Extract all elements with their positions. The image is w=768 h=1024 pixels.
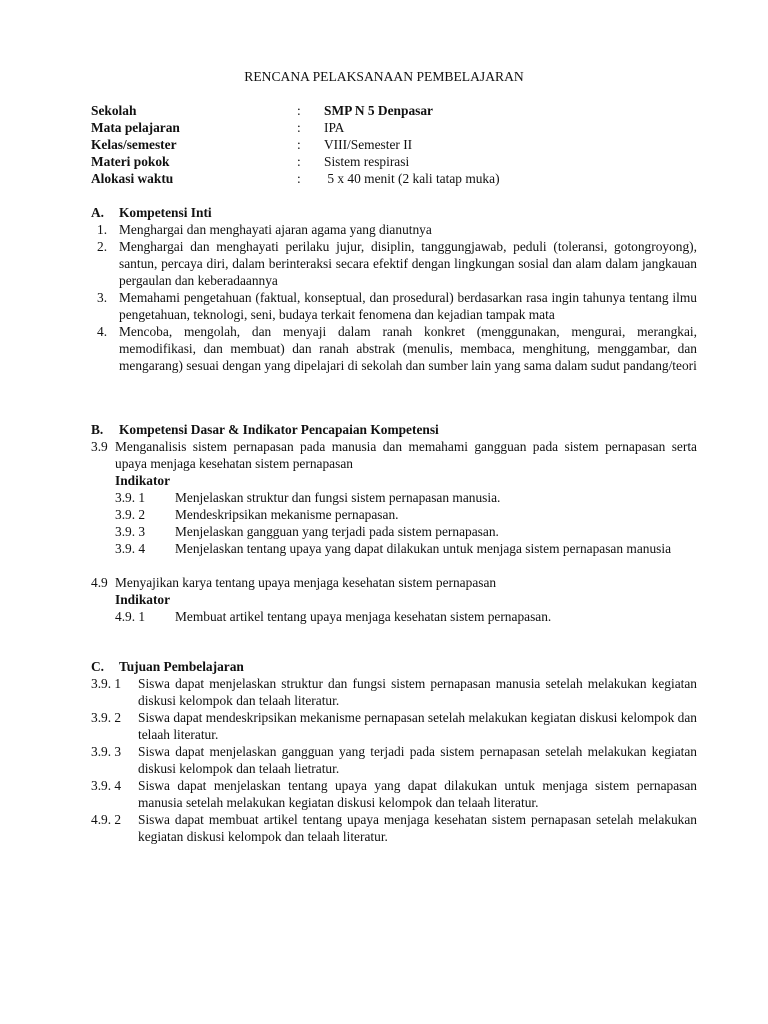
objective-text: Siswa dapat membuat artikel tentang upaya menjaga kesehatan sistem pernapasan setelah melakukan kegiatan diskusi kelompok dan telaah literatur. [138, 812, 697, 844]
info-colon: : [297, 103, 301, 118]
info-value: SMP N 5 Denpasar [324, 103, 433, 118]
indicator-number: 3.9. 3 [115, 524, 146, 539]
section-mark: B. [91, 422, 104, 437]
info-label: Sekolah [91, 103, 137, 118]
objective-text: Siswa dapat menjelaskan struktur dan fungsi sistem pernapasan manusia setelah melakukan kegiatan diskusi kelompok dan telaah literatur. [138, 676, 697, 708]
list-item [91, 289, 697, 323]
objective-number: 3.9. 4 [91, 778, 122, 793]
info-row-mata-pelajaran [91, 119, 691, 136]
info-label: Kelas/semester [91, 137, 177, 152]
section-heading-text: Kompetensi Dasar & Indikator Pencapaian Kompetensi [119, 422, 439, 437]
info-label: Materi pokok [91, 154, 170, 169]
list-number: 2. [97, 239, 108, 254]
indicator-number: 4.9. 1 [115, 609, 146, 624]
indicator-title: Indikator [115, 592, 171, 607]
indicator-number: 3.9. 4 [115, 541, 146, 556]
indicator-item [115, 489, 697, 506]
objective-number: 3.9. 2 [91, 710, 122, 725]
section-heading [91, 658, 697, 675]
objective-text: Siswa dapat menjelaskan gangguan yang terjadi pada sistem pernapasan setelah melakukan kegiatan diskusi kelompok dan telaah lietratur. [138, 744, 697, 776]
spacer [91, 557, 697, 574]
indicator-number: 3.9. 2 [115, 507, 146, 522]
list-text: Menghargai dan menghayati ajaran agama yang dianutnya [119, 222, 432, 237]
info-row-sekolah [91, 102, 691, 119]
kd-text: Menyajikan karya tentang upaya menjaga kesehatan sistem pernapasan [115, 575, 497, 590]
info-colon: : [297, 137, 301, 152]
list-text: Mencoba, mengolah, dan menyaji dalam ranah konkret (menggunakan, mengurai, merangkai, memodifikasi, dan membuat) dan ranah abstrak (menulis, membaca, menghitung, menggambar, dan mengarang) sesuai dengan yang dipelajari di sekolah dan sumber lain yang sama dalam sudut pandang/teori [119, 324, 697, 373]
info-colon: : [297, 154, 301, 169]
section-heading [91, 204, 697, 221]
indicator-item [115, 540, 697, 557]
section-mark: C. [91, 659, 105, 674]
kd-text: Menganalisis sistem pernapasan pada manusia dan memahami gangguan pada sistem pernapasan serta upaya menjaga kesehatan sistem pernapasan [115, 439, 697, 471]
info-value: 5 x 40 menit (2 kali tatap muka) [324, 171, 500, 186]
indicator-item [115, 608, 697, 625]
info-colon: : [297, 171, 301, 186]
kd-item [91, 438, 697, 472]
list-text: Memahami pengetahuan (faktual, konseptual, dan prosedural) berdasarkan rasa ingin tahunya tentang ilmu pengetahuan, teknologi, seni, budaya terkait fenomena dan kejadian tampak mata [119, 290, 697, 322]
info-value: Sistem respirasi [324, 154, 410, 169]
objective-text: Siswa dapat menjelaskan tentang upaya yang dapat dilakukan untuk menjaga sistem pernapasan manusia setelah melakukan kegiatan diskusi kelompok dan telaah literatur. [138, 778, 697, 810]
kd-item [91, 574, 697, 591]
info-row-alokasi-waktu [91, 170, 691, 187]
objective-text: Siswa dapat mendeskripsikan mekanisme pernapasan setelah melakukan kegiatan diskusi kelompok dan telaah literatur. [138, 710, 697, 742]
list-number: 4. [97, 324, 108, 339]
list-number: 3. [97, 290, 108, 305]
objective-item [91, 675, 697, 709]
indicator-text: Menjelaskan gangguan yang terjadi pada sistem pernapasan. [175, 524, 499, 539]
indicator-item [115, 506, 697, 523]
objective-item [91, 777, 697, 811]
list-item [91, 238, 697, 289]
indicator-text: Menjelaskan struktur dan fungsi sistem pernapasan manusia. [175, 490, 501, 505]
info-row-materi-pokok [91, 153, 691, 170]
indicator-number: 3.9. 1 [115, 490, 146, 505]
kd-number: 3.9 [91, 439, 108, 454]
indicator-item [115, 523, 697, 540]
objective-number: 4.9. 2 [91, 812, 122, 827]
section-heading-text: Tujuan Pembelajaran [119, 659, 244, 674]
info-label: Mata pelajaran [91, 120, 180, 135]
section-heading [91, 421, 697, 438]
kd-number: 4.9 [91, 575, 108, 590]
section-kompetensi-inti [91, 204, 697, 374]
document-title: RENCANA PELAKSANAAN PEMBELAJARAN [244, 69, 524, 84]
info-value: IPA [324, 120, 345, 135]
indicator-text: Menjelaskan tentang upaya yang dapat dilakukan untuk menjaga sistem pernapasan manusia [175, 541, 672, 556]
objective-item [91, 743, 697, 777]
info-label: Alokasi waktu [91, 171, 174, 186]
info-value: VIII/Semester II [324, 137, 413, 152]
objective-item [91, 811, 697, 845]
list-number: 1. [97, 222, 108, 237]
objective-number: 3.9. 3 [91, 744, 122, 759]
objective-number: 3.9. 1 [91, 676, 122, 691]
section-tujuan-pembelajaran [91, 658, 697, 845]
section-mark: A. [91, 205, 105, 220]
indicator-text: Mendeskripsikan mekanisme pernapasan. [175, 507, 399, 522]
section-heading-text: Kompetensi Inti [119, 205, 212, 220]
section-kompetensi-dasar [91, 421, 697, 625]
list-item [91, 323, 697, 374]
identity-table [91, 102, 691, 187]
indicator-title: Indikator [115, 473, 171, 488]
info-colon: : [297, 120, 301, 135]
objective-item [91, 709, 697, 743]
info-row-kelas-semester [91, 136, 691, 153]
indicator-text: Membuat artikel tentang upaya menjaga kesehatan sistem pernapasan. [175, 609, 552, 624]
list-item [91, 221, 697, 238]
list-text: Menghargai dan menghayati perilaku jujur, disiplin, tanggungjawab, peduli (toleransi, gotongroyong), santun, percaya diri, dalam berinteraksi secara efektif dengan lingkungan sosial dan alam dalam jangkauan pergaulan dan keberadaannya [119, 239, 697, 288]
